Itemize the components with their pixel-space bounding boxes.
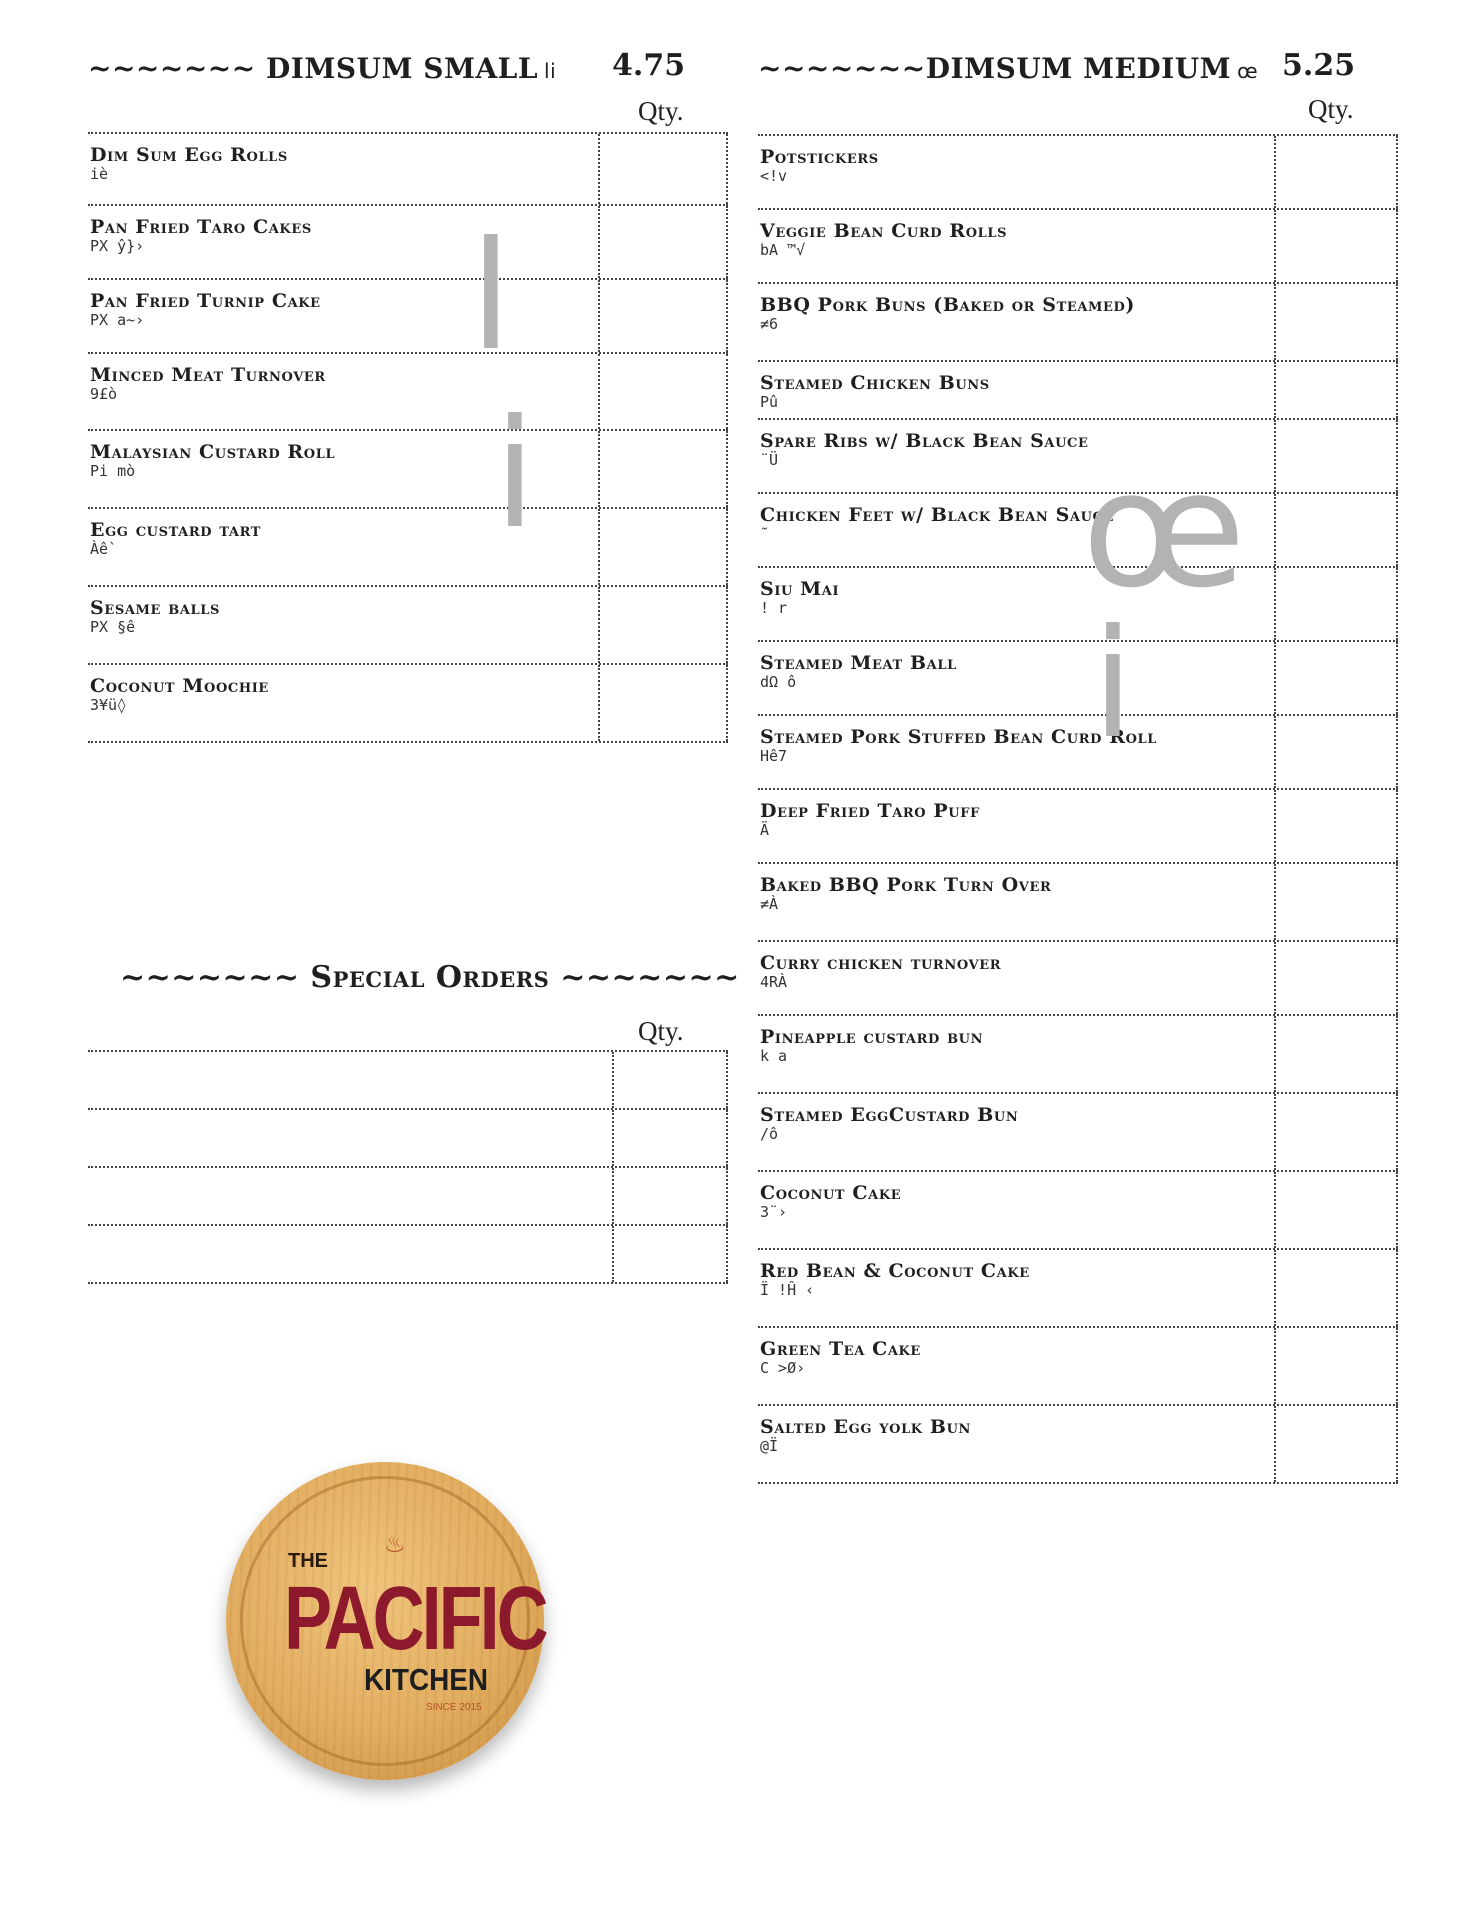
dimsum-medium-title: ~~~~~~~DIMSUM MEDIUM bbox=[758, 52, 1232, 85]
item-code: ≠À bbox=[760, 895, 779, 913]
item-code: Pi mò bbox=[90, 462, 136, 480]
logo-pacific-text: PACIFIC bbox=[284, 1569, 546, 1669]
item-name: Coconut Moochie bbox=[90, 675, 269, 697]
qty-input-cell[interactable] bbox=[1274, 494, 1398, 566]
menu-row bbox=[88, 587, 728, 665]
item-code: 4RÀ bbox=[760, 973, 788, 991]
item-cell bbox=[758, 716, 1274, 788]
item-code: iè bbox=[90, 165, 109, 183]
watermark-i-left: i bbox=[494, 388, 536, 562]
item-code: ! r bbox=[760, 599, 788, 617]
item-code: Hê7 bbox=[760, 747, 788, 765]
item-name: Potstickers bbox=[760, 146, 879, 168]
dimsum-small-glyph: li bbox=[544, 59, 557, 83]
item-name: Steamed Pork Stuffed Bean Curd Roll bbox=[760, 726, 1157, 748]
item-name: Green Tea Cake bbox=[760, 1338, 921, 1360]
qty-input-cell[interactable] bbox=[598, 206, 728, 278]
item-name: Egg custard tart bbox=[90, 519, 262, 541]
menu-row bbox=[758, 1250, 1398, 1328]
qty-input-cell[interactable] bbox=[1274, 1328, 1398, 1404]
menu-row bbox=[758, 362, 1398, 420]
menu-row bbox=[758, 1172, 1398, 1250]
qty-input-cell[interactable] bbox=[598, 665, 728, 741]
dimsum-medium-glyph: œ bbox=[1237, 59, 1259, 83]
qty-input-cell[interactable] bbox=[598, 587, 728, 663]
item-cell bbox=[758, 1094, 1274, 1170]
watermark-i-right: i bbox=[1092, 598, 1134, 772]
dimsum-small-price: 4.75 bbox=[612, 48, 686, 83]
menu-row bbox=[758, 136, 1398, 210]
item-code: ≠6 bbox=[760, 315, 779, 333]
item-cell bbox=[758, 362, 1274, 418]
item-cell bbox=[758, 1328, 1274, 1404]
special-order-qty-field[interactable] bbox=[612, 1226, 728, 1282]
item-cell bbox=[88, 509, 598, 585]
special-order-qty-field[interactable] bbox=[612, 1052, 728, 1108]
item-cell bbox=[758, 1250, 1274, 1326]
item-code: Ï !Ĥ ‹ bbox=[760, 1281, 815, 1299]
dimsum-medium-qty-label: Qty. bbox=[1308, 94, 1354, 124]
qty-input-cell[interactable] bbox=[1274, 716, 1398, 788]
menu-row bbox=[88, 354, 728, 431]
item-cell bbox=[758, 642, 1274, 714]
item-cell bbox=[758, 284, 1274, 360]
logo-since-text: SINCE 2015 bbox=[426, 1702, 482, 1713]
qty-input-cell[interactable] bbox=[598, 431, 728, 507]
item-cell bbox=[758, 136, 1274, 208]
item-name: BBQ Pork Buns (Baked or Steamed) bbox=[760, 294, 1136, 316]
item-cell bbox=[88, 587, 598, 663]
special-order-row bbox=[88, 1226, 728, 1284]
item-code: PX a~› bbox=[90, 311, 145, 329]
item-cell bbox=[758, 494, 1274, 566]
item-name: Spare Ribs w/ Black Bean Sauce bbox=[760, 430, 1089, 452]
menu-row bbox=[758, 284, 1398, 362]
item-cell bbox=[88, 134, 598, 204]
menu-row bbox=[88, 431, 728, 509]
menu-row bbox=[758, 790, 1398, 864]
item-code: C >Ø› bbox=[760, 1359, 806, 1377]
special-order-qty-field[interactable] bbox=[612, 1110, 728, 1166]
item-name: Pan Fried Turnip Cake bbox=[90, 290, 321, 312]
item-code: PX §ê bbox=[90, 618, 136, 636]
qty-input-cell[interactable] bbox=[1274, 420, 1398, 492]
item-name: Veggie Bean Curd Rolls bbox=[760, 220, 1008, 242]
item-cell bbox=[88, 431, 598, 507]
menu-row bbox=[758, 210, 1398, 284]
qty-input-cell[interactable] bbox=[598, 354, 728, 429]
menu-row bbox=[758, 942, 1398, 1016]
qty-input-cell[interactable] bbox=[598, 509, 728, 585]
qty-input-cell[interactable] bbox=[1274, 864, 1398, 940]
qty-input-cell[interactable] bbox=[1274, 1172, 1398, 1248]
qty-input-cell[interactable] bbox=[1274, 284, 1398, 360]
item-code: bA ™√ bbox=[760, 241, 806, 259]
qty-input-cell[interactable] bbox=[1274, 568, 1398, 640]
logo-the-text: THE bbox=[288, 1550, 328, 1572]
menu-row bbox=[758, 420, 1398, 494]
item-name: Coconut Cake bbox=[760, 1182, 902, 1204]
special-orders-qty-label: Qty. bbox=[638, 1016, 684, 1046]
qty-input-cell[interactable] bbox=[598, 280, 728, 352]
special-order-row bbox=[88, 1168, 728, 1226]
watermark-oe-right: œ bbox=[1082, 436, 1246, 623]
dimsum-small-table bbox=[88, 132, 728, 743]
item-name: Pan Fried Taro Cakes bbox=[90, 216, 312, 238]
qty-input-cell[interactable] bbox=[1274, 1250, 1398, 1326]
menu-row bbox=[758, 1406, 1398, 1484]
qty-input-cell[interactable] bbox=[598, 134, 728, 204]
item-cell bbox=[758, 1406, 1274, 1482]
item-cell bbox=[758, 210, 1274, 282]
qty-input-cell[interactable] bbox=[1274, 642, 1398, 714]
item-name: Minced Meat Turnover bbox=[90, 364, 326, 386]
menu-row bbox=[758, 568, 1398, 642]
item-name: Steamed Meat Ball bbox=[760, 652, 957, 674]
item-name: Siu Mai bbox=[760, 578, 840, 600]
menu-row bbox=[758, 1094, 1398, 1172]
flame-icon: ♨ bbox=[384, 1530, 406, 1558]
special-order-item-field[interactable] bbox=[88, 1110, 612, 1166]
menu-row bbox=[758, 494, 1398, 568]
item-cell bbox=[758, 1172, 1274, 1248]
item-name: Curry chicken turnover bbox=[760, 952, 1002, 974]
special-order-row bbox=[88, 1052, 728, 1110]
item-name: Steamed EggCustard Bun bbox=[760, 1104, 1019, 1126]
item-cell bbox=[758, 568, 1274, 640]
qty-input-cell[interactable] bbox=[1274, 210, 1398, 282]
item-name: Chicken Feet w/ Black Bean Sauce bbox=[760, 504, 1114, 526]
pacific-kitchen-logo bbox=[226, 1462, 544, 1780]
qty-input-cell[interactable] bbox=[1274, 1094, 1398, 1170]
item-cell bbox=[88, 206, 598, 278]
menu-row bbox=[88, 665, 728, 743]
menu-row bbox=[88, 280, 728, 354]
special-order-qty-field[interactable] bbox=[612, 1168, 728, 1224]
qty-input-cell[interactable] bbox=[1274, 1406, 1398, 1482]
dimsum-small-qty-label: Qty. bbox=[638, 96, 684, 126]
special-order-row bbox=[88, 1110, 728, 1168]
item-code: PX ŷ}› bbox=[90, 237, 145, 255]
item-name: Deep Fried Taro Puff bbox=[760, 800, 980, 822]
special-order-item-field[interactable] bbox=[88, 1168, 612, 1224]
dimsum-medium-table bbox=[758, 134, 1398, 1484]
item-name: Red Bean & Coconut Cake bbox=[760, 1260, 1030, 1282]
item-name: Baked BBQ Pork Turn Over bbox=[760, 874, 1052, 896]
menu-row bbox=[758, 716, 1398, 790]
item-code: <!v bbox=[760, 167, 788, 185]
item-cell bbox=[758, 790, 1274, 862]
item-cell bbox=[758, 942, 1274, 1014]
dimsum-medium-heading bbox=[758, 52, 1258, 85]
special-order-item-field[interactable] bbox=[88, 1226, 612, 1282]
item-code: k a bbox=[760, 1047, 788, 1065]
logo-kitchen-text: KITCHEN bbox=[364, 1662, 489, 1697]
menu-row bbox=[88, 206, 728, 280]
item-name: Dim Sum Egg Rolls bbox=[90, 144, 288, 166]
qty-input-cell[interactable] bbox=[1274, 942, 1398, 1014]
menu-row bbox=[88, 509, 728, 587]
item-code: Àê` bbox=[90, 540, 118, 558]
item-code: /ô bbox=[760, 1125, 779, 1143]
menu-row bbox=[758, 642, 1398, 716]
special-orders-table bbox=[88, 1050, 728, 1284]
item-code: 3¥ü◊ bbox=[90, 696, 127, 714]
special-order-item-field[interactable] bbox=[88, 1052, 612, 1108]
item-cell bbox=[758, 864, 1274, 940]
special-orders-heading: ~~~~~~~ Special Orders ~~~~~~~ bbox=[120, 960, 740, 995]
item-code: Pû bbox=[760, 393, 779, 411]
item-cell bbox=[88, 354, 598, 429]
dimsum-medium-price: 5.25 bbox=[1282, 48, 1356, 83]
item-code: 3¨› bbox=[760, 1203, 788, 1221]
item-code: ¨Ü bbox=[760, 451, 779, 469]
item-cell bbox=[88, 280, 598, 352]
item-name: Pineapple custard bun bbox=[760, 1026, 984, 1048]
item-code: dΩ ô bbox=[760, 673, 797, 691]
item-cell bbox=[758, 420, 1274, 492]
qty-input-cell[interactable] bbox=[1274, 790, 1398, 862]
qty-input-cell[interactable] bbox=[1274, 1016, 1398, 1092]
menu-row bbox=[758, 1016, 1398, 1094]
item-cell bbox=[758, 1016, 1274, 1092]
item-code: @Ï bbox=[760, 1437, 779, 1455]
item-name: Steamed Chicken Buns bbox=[760, 372, 990, 394]
item-code: Ä bbox=[760, 821, 770, 839]
item-code: 9£ò bbox=[90, 385, 118, 403]
item-cell bbox=[88, 665, 598, 741]
dimsum-small-heading bbox=[88, 52, 556, 85]
qty-input-cell[interactable] bbox=[1274, 136, 1398, 208]
item-code: ˜ bbox=[760, 525, 770, 543]
watermark-bar-left: l bbox=[470, 210, 512, 384]
qty-input-cell[interactable] bbox=[1274, 362, 1398, 418]
menu-row bbox=[758, 1328, 1398, 1406]
menu-row bbox=[758, 864, 1398, 942]
dimsum-small-title: ~~~~~~~ DIMSUM SMALL bbox=[88, 52, 539, 85]
menu-row bbox=[88, 134, 728, 206]
item-name: Sesame balls bbox=[90, 597, 220, 619]
item-name: Salted Egg yolk Bun bbox=[760, 1416, 971, 1438]
item-name: Malaysian Custard Roll bbox=[90, 441, 336, 463]
